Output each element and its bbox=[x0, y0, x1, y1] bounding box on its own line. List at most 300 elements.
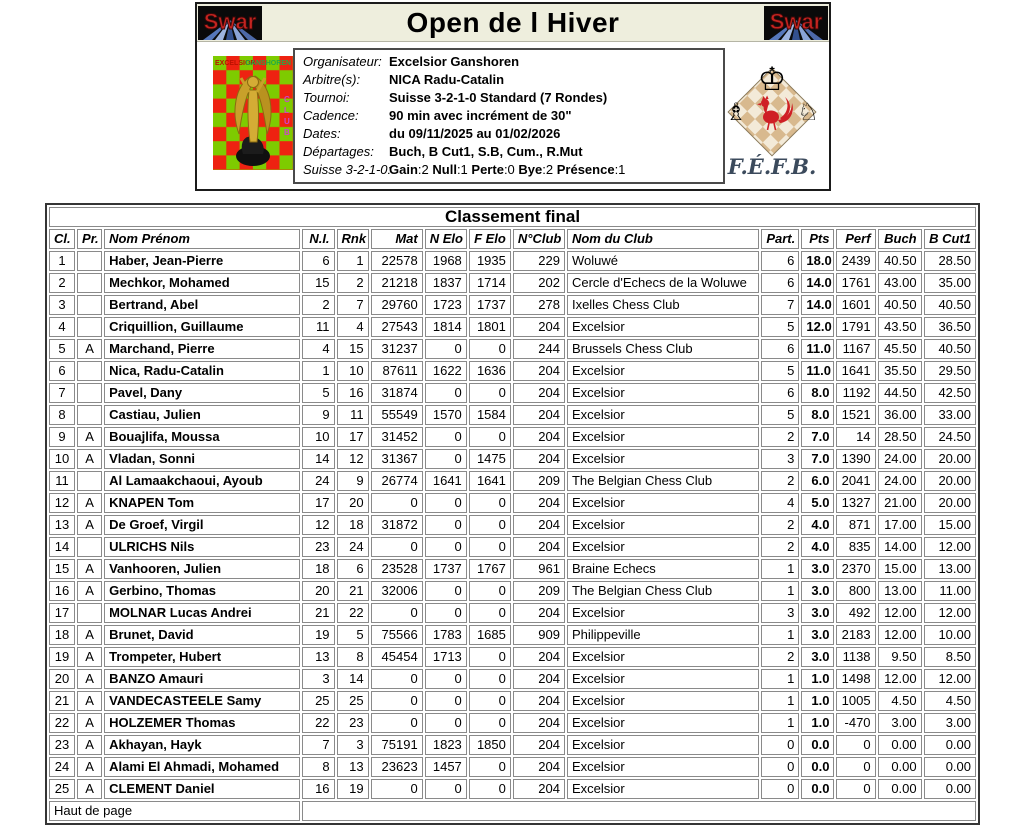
cell: 13.00 bbox=[924, 559, 976, 579]
column-header: Perf bbox=[836, 229, 875, 249]
cell: 4 bbox=[337, 317, 369, 337]
cell: Al Lamaakchaoui, Ayoub bbox=[104, 471, 300, 491]
cell: 1521 bbox=[836, 405, 875, 425]
cell: 5 bbox=[337, 625, 369, 645]
cell: 1641 bbox=[469, 471, 511, 491]
cell: Excelsior bbox=[567, 757, 759, 777]
top-of-page-link[interactable]: Haut de page bbox=[54, 803, 133, 818]
cell: 12.00 bbox=[878, 669, 922, 689]
cell: 871 bbox=[836, 515, 875, 535]
cell: 0 bbox=[469, 669, 511, 689]
cell: 11.0 bbox=[801, 361, 834, 381]
cell: 9.50 bbox=[878, 647, 922, 667]
cell: 0 bbox=[469, 581, 511, 601]
cell: 24 bbox=[302, 471, 334, 491]
cell: 202 bbox=[513, 273, 565, 293]
cell: 244 bbox=[513, 339, 565, 359]
table-row bbox=[49, 493, 976, 513]
cell: A bbox=[77, 515, 102, 535]
cell: 0 bbox=[425, 603, 467, 623]
cell: 204 bbox=[513, 427, 565, 447]
table-row bbox=[49, 537, 976, 557]
cell: A bbox=[77, 581, 102, 601]
cell: 6 bbox=[761, 251, 799, 271]
cell: 10 bbox=[49, 449, 75, 469]
cell: Criquillion, Guillaume bbox=[104, 317, 300, 337]
cell: 6 bbox=[337, 559, 369, 579]
cell: Marchand, Pierre bbox=[104, 339, 300, 359]
cell: 19 bbox=[49, 647, 75, 667]
swar-logo-icon bbox=[764, 6, 828, 40]
tournament-header bbox=[195, 2, 831, 191]
table-row bbox=[49, 779, 976, 799]
cell: 17 bbox=[302, 493, 334, 513]
cell: A bbox=[77, 779, 102, 799]
cell: 3.0 bbox=[801, 559, 834, 579]
cell: 8.50 bbox=[924, 647, 976, 667]
cell: 24.00 bbox=[878, 471, 922, 491]
cell: 32006 bbox=[371, 581, 423, 601]
cell: 204 bbox=[513, 669, 565, 689]
cell: 8 bbox=[49, 405, 75, 425]
cell: 12.00 bbox=[924, 537, 976, 557]
cell: A bbox=[77, 449, 102, 469]
cell: Excelsior bbox=[567, 317, 759, 337]
cell: 204 bbox=[513, 493, 565, 513]
cell: 40.50 bbox=[924, 339, 976, 359]
cell: 204 bbox=[513, 383, 565, 403]
cell: 0 bbox=[469, 757, 511, 777]
club-logo-icon bbox=[213, 56, 293, 175]
cell: 12.00 bbox=[924, 669, 976, 689]
cell: 14.0 bbox=[801, 273, 834, 293]
cell: 1685 bbox=[469, 625, 511, 645]
tournament-info-section bbox=[197, 42, 829, 189]
column-header: Buch bbox=[878, 229, 922, 249]
cell: 10 bbox=[337, 361, 369, 381]
cell: Cercle d'Echecs de la Woluwe bbox=[567, 273, 759, 293]
cell: Ixelles Chess Club bbox=[567, 295, 759, 315]
fefb-label: F.É.F.B. bbox=[727, 154, 817, 179]
cell: 209 bbox=[513, 581, 565, 601]
cell: 14.00 bbox=[878, 537, 922, 557]
cell: 7 bbox=[302, 735, 334, 755]
cell: 13 bbox=[337, 757, 369, 777]
cell bbox=[77, 295, 102, 315]
cell: 1935 bbox=[469, 251, 511, 271]
cell: A bbox=[77, 691, 102, 711]
table-row bbox=[49, 625, 976, 645]
cell: 0 bbox=[425, 669, 467, 689]
cell: 20.00 bbox=[924, 493, 976, 513]
cell: Vanhooren, Julien bbox=[104, 559, 300, 579]
cell: Excelsior bbox=[567, 493, 759, 513]
cell: 0.00 bbox=[878, 757, 922, 777]
cell: 204 bbox=[513, 449, 565, 469]
cell: 209 bbox=[513, 471, 565, 491]
cell: 0 bbox=[761, 757, 799, 777]
cell: 55549 bbox=[371, 405, 423, 425]
table-row bbox=[49, 669, 976, 689]
info-label: Départages: bbox=[303, 144, 374, 159]
cell: 15 bbox=[49, 559, 75, 579]
cell: 21.00 bbox=[878, 493, 922, 513]
cell: 8.0 bbox=[801, 383, 834, 403]
cell: 1 bbox=[761, 669, 799, 689]
cell: 2 bbox=[49, 273, 75, 293]
cell: 11 bbox=[49, 471, 75, 491]
table-row bbox=[49, 691, 976, 711]
cell: 18 bbox=[49, 625, 75, 645]
cell: 22578 bbox=[371, 251, 423, 271]
cell: -470 bbox=[836, 713, 875, 733]
cell: Excelsior bbox=[567, 449, 759, 469]
cell: 26774 bbox=[371, 471, 423, 491]
cell: 6 bbox=[302, 251, 334, 271]
table-title: Classement final bbox=[49, 207, 976, 227]
cell: 1737 bbox=[425, 559, 467, 579]
cell: A bbox=[77, 339, 102, 359]
cell: 7 bbox=[337, 295, 369, 315]
cell: 29.50 bbox=[924, 361, 976, 381]
svg-text:♔: ♔ bbox=[757, 60, 787, 98]
cell: 17 bbox=[49, 603, 75, 623]
cell: 204 bbox=[513, 515, 565, 535]
cell: Excelsior bbox=[567, 537, 759, 557]
cell: Bertrand, Abel bbox=[104, 295, 300, 315]
column-header: N°Club bbox=[513, 229, 565, 249]
cell: 19 bbox=[302, 625, 334, 645]
cell: 23 bbox=[337, 713, 369, 733]
cell: Excelsior bbox=[567, 669, 759, 689]
cell: 10 bbox=[302, 427, 334, 447]
cell: 204 bbox=[513, 361, 565, 381]
cell: Excelsior bbox=[567, 713, 759, 733]
cell: 18 bbox=[337, 515, 369, 535]
table-row bbox=[49, 559, 976, 579]
cell: 1 bbox=[761, 691, 799, 711]
cell: Excelsior bbox=[567, 383, 759, 403]
cell: A bbox=[77, 559, 102, 579]
standings-table-wrap bbox=[45, 203, 980, 825]
svg-text:GANSHOREN: GANSHOREN bbox=[245, 60, 291, 67]
table-row bbox=[49, 405, 976, 425]
cell: 0 bbox=[469, 383, 511, 403]
column-header: Pr. bbox=[77, 229, 102, 249]
column-header: B Cut1 bbox=[924, 229, 976, 249]
cell: 1 bbox=[761, 559, 799, 579]
cell: 1584 bbox=[469, 405, 511, 425]
cell: 13 bbox=[49, 515, 75, 535]
cell: 1622 bbox=[425, 361, 467, 381]
cell: A bbox=[77, 427, 102, 447]
cell: 1850 bbox=[469, 735, 511, 755]
cell: 3 bbox=[302, 669, 334, 689]
cell: 0 bbox=[761, 779, 799, 799]
table-row bbox=[49, 449, 976, 469]
cell: 25 bbox=[302, 691, 334, 711]
column-header: Nom Prénom bbox=[104, 229, 300, 249]
cell: 35.00 bbox=[924, 273, 976, 293]
cell: 0 bbox=[469, 493, 511, 513]
cell: 6 bbox=[49, 361, 75, 381]
cell: 18.0 bbox=[801, 251, 834, 271]
cell: 0 bbox=[425, 779, 467, 799]
cell bbox=[77, 317, 102, 337]
cell: A bbox=[77, 735, 102, 755]
cell: 0.00 bbox=[878, 779, 922, 799]
cell: 0 bbox=[469, 537, 511, 557]
cell: 0 bbox=[469, 603, 511, 623]
cell: A bbox=[77, 625, 102, 645]
cell: 10.00 bbox=[924, 625, 976, 645]
cell: Haber, Jean-Pierre bbox=[104, 251, 300, 271]
info-label: Organisateur: bbox=[303, 54, 382, 69]
cell: 43.00 bbox=[878, 273, 922, 293]
cell: 16 bbox=[337, 383, 369, 403]
cell: 0 bbox=[425, 537, 467, 557]
cell: 12.0 bbox=[801, 317, 834, 337]
info-label: Cadence: bbox=[303, 108, 359, 123]
cell: 4 bbox=[49, 317, 75, 337]
cell: 12 bbox=[302, 515, 334, 535]
cell: A bbox=[77, 493, 102, 513]
cell: 44.50 bbox=[878, 383, 922, 403]
cell: 31872 bbox=[371, 515, 423, 535]
table-row bbox=[49, 383, 976, 403]
cell: 40.50 bbox=[878, 295, 922, 315]
cell: Pavel, Dany bbox=[104, 383, 300, 403]
cell: 1714 bbox=[469, 273, 511, 293]
table-row bbox=[49, 603, 976, 623]
cell: 9 bbox=[49, 427, 75, 447]
cell: 4 bbox=[302, 339, 334, 359]
info-value: du 09/11/2025 au 01/02/2026 bbox=[389, 126, 561, 141]
cell: 1 bbox=[761, 713, 799, 733]
info-label: Arbitre(s): bbox=[303, 72, 361, 87]
cell: 1801 bbox=[469, 317, 511, 337]
cell: 11 bbox=[337, 405, 369, 425]
cell: 2 bbox=[302, 295, 334, 315]
cell: 3.0 bbox=[801, 625, 834, 645]
column-header: N Elo bbox=[425, 229, 467, 249]
cell: 0 bbox=[469, 427, 511, 447]
cell: 1457 bbox=[425, 757, 467, 777]
cell: 3 bbox=[337, 735, 369, 755]
table-row bbox=[49, 757, 976, 777]
info-value: NICA Radu-Catalin bbox=[389, 72, 505, 87]
cell bbox=[77, 251, 102, 271]
cell: 0 bbox=[836, 779, 875, 799]
cell: BANZO Amauri bbox=[104, 669, 300, 689]
column-header: N.I. bbox=[302, 229, 334, 249]
cell: 4.0 bbox=[801, 515, 834, 535]
cell: 75191 bbox=[371, 735, 423, 755]
cell: Excelsior bbox=[567, 427, 759, 447]
column-header: Part. bbox=[761, 229, 799, 249]
table-row bbox=[49, 273, 976, 293]
cell: 24 bbox=[49, 757, 75, 777]
cell: 1791 bbox=[836, 317, 875, 337]
info-row bbox=[303, 71, 717, 89]
cell: ULRICHS Nils bbox=[104, 537, 300, 557]
swar-logo-icon bbox=[198, 6, 262, 40]
cell: 204 bbox=[513, 691, 565, 711]
cell: 1 bbox=[337, 251, 369, 271]
cell: 204 bbox=[513, 603, 565, 623]
cell: Excelsior bbox=[567, 515, 759, 535]
cell: 40.50 bbox=[878, 251, 922, 271]
cell: 6.0 bbox=[801, 471, 834, 491]
cell: 1837 bbox=[425, 273, 467, 293]
column-header: Cl. bbox=[49, 229, 75, 249]
cell: 1641 bbox=[836, 361, 875, 381]
cell: Vladan, Sonni bbox=[104, 449, 300, 469]
cell: 45.50 bbox=[878, 339, 922, 359]
cell: Trompeter, Hubert bbox=[104, 647, 300, 667]
cell: CLEMENT Daniel bbox=[104, 779, 300, 799]
cell: 17 bbox=[337, 427, 369, 447]
table-row bbox=[49, 251, 976, 271]
cell bbox=[77, 383, 102, 403]
cell: 1 bbox=[49, 251, 75, 271]
cell: 0.00 bbox=[924, 757, 976, 777]
cell: 5 bbox=[761, 405, 799, 425]
cell: 43.50 bbox=[878, 317, 922, 337]
cell: 40.50 bbox=[924, 295, 976, 315]
cell: 31452 bbox=[371, 427, 423, 447]
cell: 3.00 bbox=[878, 713, 922, 733]
cell: 909 bbox=[513, 625, 565, 645]
cell: 2 bbox=[337, 273, 369, 293]
cell: 1723 bbox=[425, 295, 467, 315]
cell: 23 bbox=[49, 735, 75, 755]
cell: 25 bbox=[49, 779, 75, 799]
cell: 1968 bbox=[425, 251, 467, 271]
cell bbox=[77, 361, 102, 381]
info-row bbox=[303, 53, 717, 71]
cell: 1767 bbox=[469, 559, 511, 579]
cell: 1138 bbox=[836, 647, 875, 667]
footer-cell bbox=[49, 801, 300, 821]
cell: 6 bbox=[761, 339, 799, 359]
cell: Bouajlifa, Moussa bbox=[104, 427, 300, 447]
cell: Woluwé bbox=[567, 251, 759, 271]
cell: 2 bbox=[761, 427, 799, 447]
cell: 31237 bbox=[371, 339, 423, 359]
cell: 21 bbox=[337, 581, 369, 601]
cell: 0 bbox=[371, 669, 423, 689]
cell: 14 bbox=[49, 537, 75, 557]
table-row bbox=[49, 647, 976, 667]
cell: 0 bbox=[469, 713, 511, 733]
cell: 2439 bbox=[836, 251, 875, 271]
cell: 9 bbox=[337, 471, 369, 491]
cell: Excelsior bbox=[567, 405, 759, 425]
info-value: Excelsior Ganshoren bbox=[389, 54, 520, 69]
cell: 0.0 bbox=[801, 779, 834, 799]
cell: 0 bbox=[836, 757, 875, 777]
table-row bbox=[49, 361, 976, 381]
column-header: Nom du Club bbox=[567, 229, 759, 249]
cell: 18 bbox=[302, 559, 334, 579]
cell: 23528 bbox=[371, 559, 423, 579]
cell: 492 bbox=[836, 603, 875, 623]
cell: 0 bbox=[425, 493, 467, 513]
cell: Mechkor, Mohamed bbox=[104, 273, 300, 293]
cell: 1737 bbox=[469, 295, 511, 315]
cell: Castiau, Julien bbox=[104, 405, 300, 425]
cell: 15 bbox=[302, 273, 334, 293]
cell: Excelsior bbox=[567, 735, 759, 755]
cell: 35.50 bbox=[878, 361, 922, 381]
standings-table bbox=[45, 203, 980, 825]
cell: De Groef, Virgil bbox=[104, 515, 300, 535]
table-title-row bbox=[49, 207, 976, 227]
cell: 0.00 bbox=[924, 779, 976, 799]
cell bbox=[77, 603, 102, 623]
cell: 800 bbox=[836, 581, 875, 601]
column-header: Mat bbox=[371, 229, 423, 249]
cell: 11.00 bbox=[924, 581, 976, 601]
page-title: Open de l Hiver bbox=[406, 6, 620, 38]
cell: 4.50 bbox=[878, 691, 922, 711]
cell: 31874 bbox=[371, 383, 423, 403]
cell: 6 bbox=[761, 383, 799, 403]
cell: 23 bbox=[302, 537, 334, 557]
cell: 5 bbox=[49, 339, 75, 359]
cell: 45454 bbox=[371, 647, 423, 667]
cell: Excelsior bbox=[567, 779, 759, 799]
cell: 0 bbox=[425, 427, 467, 447]
info-row bbox=[303, 125, 717, 143]
cell: 33.00 bbox=[924, 405, 976, 425]
cell: 11.0 bbox=[801, 339, 834, 359]
cell: A bbox=[77, 713, 102, 733]
cell: 24 bbox=[337, 537, 369, 557]
cell: 23623 bbox=[371, 757, 423, 777]
cell: 0 bbox=[425, 449, 467, 469]
cell: 1390 bbox=[836, 449, 875, 469]
cell: MOLNAR Lucas Andrei bbox=[104, 603, 300, 623]
table-row bbox=[49, 471, 976, 491]
cell: 15.00 bbox=[878, 559, 922, 579]
cell: 0.00 bbox=[878, 735, 922, 755]
cell: 1641 bbox=[425, 471, 467, 491]
cell: The Belgian Chess Club bbox=[567, 471, 759, 491]
cell: Excelsior bbox=[567, 691, 759, 711]
cell: 4.0 bbox=[801, 537, 834, 557]
table-row bbox=[49, 427, 976, 447]
cell: 28.50 bbox=[924, 251, 976, 271]
info-row bbox=[303, 89, 717, 107]
cell: 0 bbox=[425, 383, 467, 403]
cell: 24.00 bbox=[878, 449, 922, 469]
cell: 7.0 bbox=[801, 427, 834, 447]
cell: 8 bbox=[337, 647, 369, 667]
cell: 0 bbox=[469, 647, 511, 667]
cell: Braine Echecs bbox=[567, 559, 759, 579]
table-row bbox=[49, 317, 976, 337]
cell: Brussels Chess Club bbox=[567, 339, 759, 359]
cell: 1761 bbox=[836, 273, 875, 293]
cell: 2 bbox=[761, 647, 799, 667]
cell: 2183 bbox=[836, 625, 875, 645]
cell: 9 bbox=[302, 405, 334, 425]
svg-text:Swar: Swar bbox=[203, 8, 257, 34]
cell: 20 bbox=[302, 581, 334, 601]
cell: 20.00 bbox=[924, 471, 976, 491]
